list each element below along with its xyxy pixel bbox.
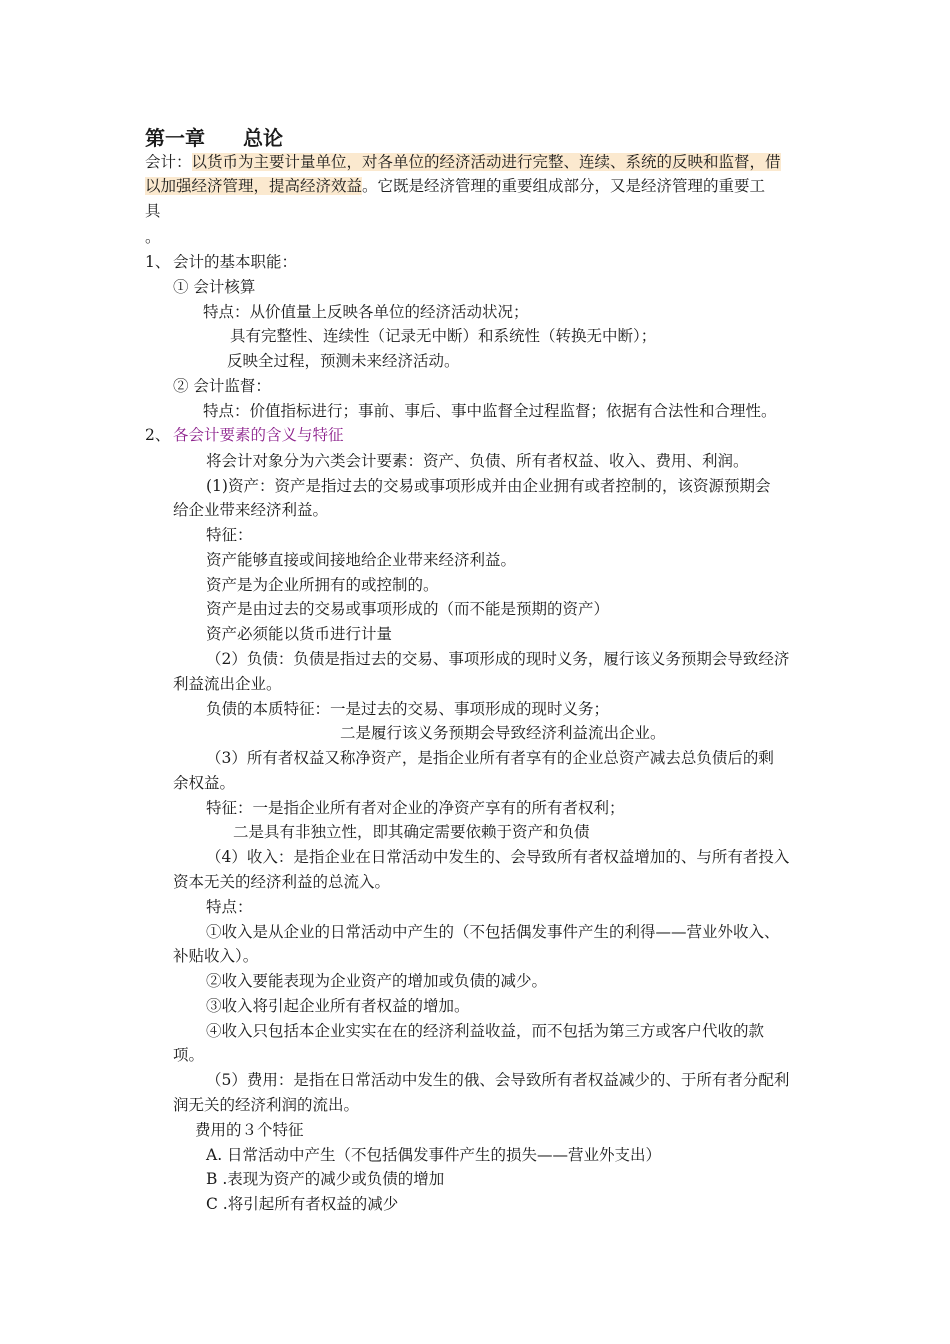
section2-line: 利益流出企业。 xyxy=(173,675,282,693)
section2-line: ①收入是从企业的日常活动中产生的（不包括偶发事件产生的利得——营业外收入、 xyxy=(206,923,780,941)
section1-number: 1、 xyxy=(145,253,171,271)
section2-line: B .表现为资产的减少或负债的增加 xyxy=(206,1170,445,1188)
section2-heading xyxy=(145,423,344,447)
section2-line: 润无关的经济利润的流出。 xyxy=(173,1096,360,1114)
section1-item1-feature3: 反映全过程，预测未来经济活动。 xyxy=(227,352,460,370)
section2-line: 资产是为企业所拥有的或控制的。 xyxy=(206,576,439,594)
intro-highlight-2: 以加强经济管理，提高经济效益 xyxy=(145,177,363,195)
section2-line: 补贴收入）。 xyxy=(173,947,259,965)
section2-line: （3）所有者权益又称净资产，是指企业所有者享有的企业总资产减去总负债后的剩 xyxy=(206,749,774,767)
section2-line: ③收入将引起企业所有者权益的增加。 xyxy=(206,997,470,1015)
section2-line: 项。 xyxy=(173,1046,205,1064)
section2-number: 2、 xyxy=(145,426,171,444)
chapter-title xyxy=(145,124,283,152)
section2-line: C .将引起所有者权益的减少 xyxy=(206,1195,399,1213)
section2-line: 二是具有非独立性，即其确定需要依赖于资产和负债 xyxy=(233,823,590,841)
section1-heading xyxy=(145,250,297,274)
section1-item2-feature1: 特点：价值指标进行；事前、事后、事中监督全过程监督；依据有合法性和合理性。 xyxy=(203,402,777,420)
section1-item1-feature1: 特点：从价值量上反映各单位的经济活动状况； xyxy=(203,303,529,321)
section2-line: 给企业带来经济利益。 xyxy=(173,501,329,519)
intro-highlight-1: 以货币为主要计量单位，对各单位的经济活动进行完整、连续、系统的反映和监督，借 xyxy=(191,153,781,171)
intro-label: 会计： xyxy=(145,153,192,171)
section2-line: 二是履行该义务预期会导致经济利益流出企业。 xyxy=(340,724,666,742)
section2-line: 费用的３个特征 xyxy=(195,1121,304,1139)
section2-line: 将会计对象分为六类会计要素：资产、负债、所有者权益、收入、费用、利润。 xyxy=(206,452,749,470)
section2-title: 各会计要素的含义与特征 xyxy=(173,426,344,444)
section2-line: 特征：一是指企业所有者对企业的净资产享有的所有者权利； xyxy=(206,799,625,817)
intro-line-4: 。 xyxy=(145,228,161,246)
section2-line: 资本无关的经济利益的总流入。 xyxy=(173,873,391,891)
section2-line: ②收入要能表现为企业资产的增加或负债的减少。 xyxy=(206,972,548,990)
section2-line: （4）收入：是指企业在日常活动中发生的、会导致所有者权益增加的、与所有者投入 xyxy=(206,848,790,866)
intro-line-2 xyxy=(145,174,765,198)
section2-line: 特点： xyxy=(206,898,253,916)
section2-line: 特征： xyxy=(206,526,253,544)
section1-item2: ② 会计监督： xyxy=(173,377,271,395)
section1-item1: ① 会计核算 xyxy=(173,278,256,296)
section2-line: 负债的本质特征：一是过去的交易、事项形成的现时义务； xyxy=(206,700,610,718)
section2-line: （5）费用：是指在日常活动中发生的俄、会导致所有者权益减少的、于所有者分配利 xyxy=(206,1071,790,1089)
chapter-name: 总论 xyxy=(243,126,283,150)
intro-rest: 。它既是经济管理的重要组成部分，又是经济管理的重要工 xyxy=(362,177,766,195)
section2-line: 资产是由过去的交易或事项形成的（而不能是预期的资产） xyxy=(206,600,610,618)
section1-item1-feature2: 具有完整性、连续性（记录无中断）和系统性（转换无中断）； xyxy=(230,327,657,345)
intro-line-1 xyxy=(145,150,781,174)
section2-line: （2）负债：负债是指过去的交易、事项形成的现时义务，履行该义务预期会导致经济 xyxy=(206,650,790,668)
intro-line-3: 具 xyxy=(145,202,161,220)
section2-line: 资产必须能以货币进行计量 xyxy=(206,625,393,643)
section1-title: 会计的基本职能： xyxy=(173,253,298,271)
section2-line: (1)资产：资产是指过去的交易或事项形成并由企业拥有或者控制的，该资源预期会 xyxy=(206,477,771,495)
section2-line: ④收入只包括本企业实实在在的经济利益收益，而不包括为第三方或客户代收的款 xyxy=(206,1022,765,1040)
section2-line: A. 日常活动中产生（不包括偶发事件产生的损失——营业外支出） xyxy=(206,1146,662,1164)
chapter-number: 第一章 xyxy=(145,126,205,150)
section2-line: 资产能够直接或间接地给企业带来经济利益。 xyxy=(206,551,517,569)
section2-line: 余权益。 xyxy=(173,774,236,792)
